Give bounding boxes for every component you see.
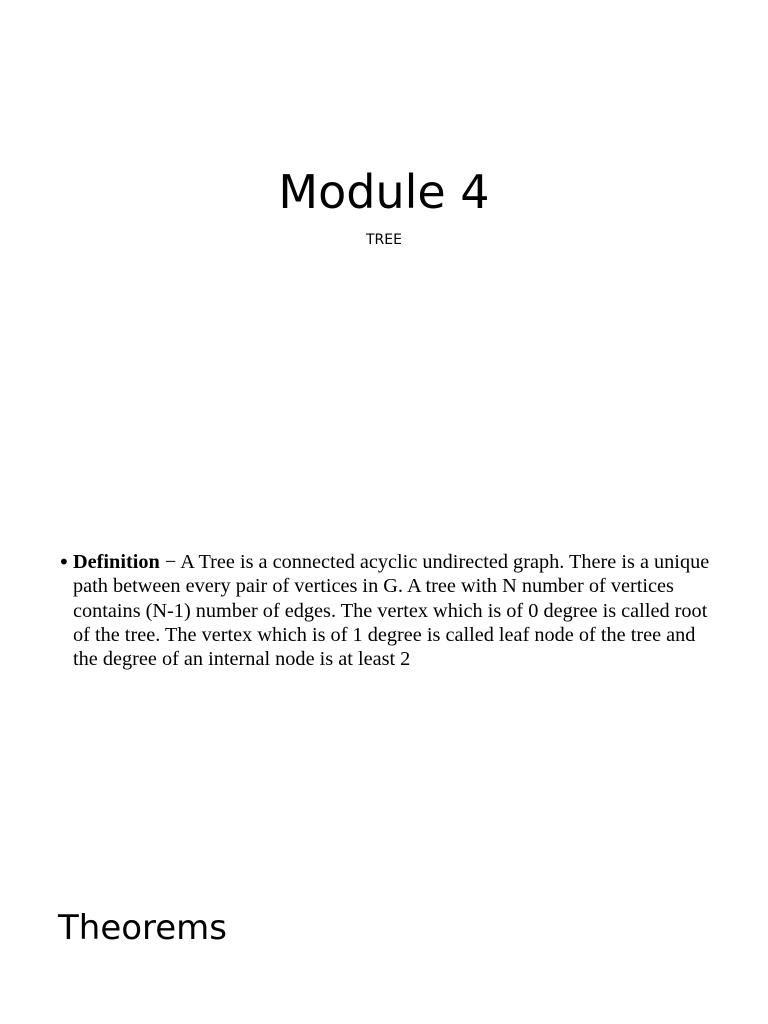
definition-bullet [58,550,718,671]
theorems-heading: Theorems [58,908,228,948]
definition-paragraph [73,550,718,671]
definition-text: − A Tree is a connected acyclic undirected graph. There is a unique path between every pair of vertices in G. A tree with N number of vertices contains (N-1) number of edges. The vertex which is of 0 degree is called root of the tree. The vertex which is of 1 degree is called leaf node of the tree and the degree of an internal node is at least 2 [73,551,710,671]
definition-term: Definition [73,551,160,573]
bullet-dot-icon: • [58,550,70,574]
slide-subtitle: TREE [366,232,402,248]
slide-title: Module 4 [278,165,490,219]
